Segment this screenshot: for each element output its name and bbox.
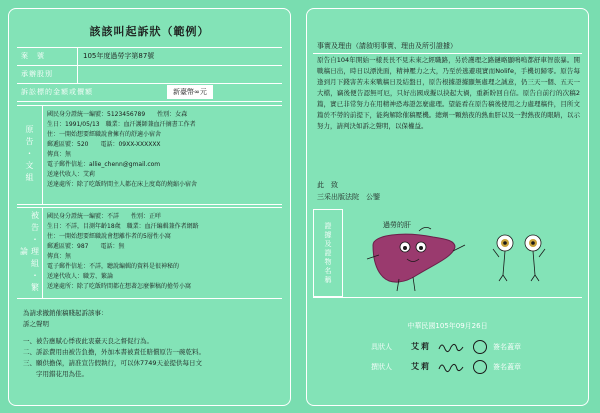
defendant-details bbox=[43, 212, 280, 292]
seal-stamp-icon bbox=[473, 340, 487, 354]
divider bbox=[77, 48, 78, 65]
row-value: 新臺幣∞元 bbox=[167, 85, 213, 99]
divider bbox=[17, 101, 282, 102]
signature-scribble-icon bbox=[437, 361, 467, 373]
court-name: 三采出版法院 公鑒 bbox=[317, 193, 380, 201]
detail-line: 電子郵件信址：不詳，聽說編輯的資料是很神秘的 bbox=[47, 263, 180, 270]
complaint-title: 該該叫起訴狀（範例） bbox=[89, 25, 210, 38]
plaintiff-section bbox=[17, 105, 282, 205]
defendant-label: 被告・理組・繁論 bbox=[17, 208, 43, 298]
row-label: 案 號 bbox=[21, 52, 45, 60]
detail-line: 送達代收人：艾莉 bbox=[47, 171, 96, 178]
complaint-page bbox=[8, 8, 291, 406]
defendant-section bbox=[17, 207, 282, 299]
eyeball-icon bbox=[493, 235, 513, 281]
detail-line: 國民身分證統一編號：不詳 性別：正咩 bbox=[47, 213, 162, 220]
row-value bbox=[79, 66, 282, 83]
detail-line: 生日：不詳，目測年齡18歲 職業：血汗編輯兼作者網路 bbox=[47, 223, 199, 230]
claim-line: 字用錯花用為佳。 bbox=[23, 370, 88, 378]
detail-line: 送達處所：除了吃飯時間主人都在床上度葛的燒縮小宿舍 bbox=[47, 181, 198, 188]
detail-line: 送達代收人：職芳、繁論 bbox=[47, 273, 114, 280]
claim-amount-row bbox=[17, 84, 282, 101]
signer-role: 具狀人 bbox=[371, 343, 392, 351]
signer-role: 撰狀人 bbox=[371, 363, 392, 371]
facts-page bbox=[306, 8, 589, 406]
divider bbox=[313, 297, 582, 298]
claim-line: 訴之聲明 bbox=[23, 320, 49, 328]
detail-line: 郵遞區號：520 電話：09XX-XXXXXX bbox=[47, 141, 161, 148]
claim-line: 一、被告應賦心悸夜此衷臺天良之督促行為。 bbox=[23, 337, 153, 345]
detail-line: 住：一開始想要經職說會擁有的舒適小宿舍 bbox=[47, 131, 162, 138]
signer-row bbox=[371, 359, 521, 375]
filing-date: 中華民國105年09月26日 bbox=[407, 322, 488, 330]
signer-note: 簽名蓋章 bbox=[493, 343, 521, 351]
seal-stamp-icon bbox=[473, 360, 487, 374]
liver-illustration bbox=[343, 209, 583, 297]
claims-section bbox=[17, 303, 282, 401]
detail-line: 生日：1991/05/13 職業：血汗護師兼血汗摘書工作者 bbox=[47, 121, 196, 128]
detail-line: 電子郵件信址：allie_chenn@gmail.com bbox=[47, 161, 161, 168]
liver-icon bbox=[373, 234, 455, 282]
divider bbox=[77, 66, 78, 83]
salutation: 此 致 bbox=[317, 181, 338, 189]
claim-line: 三、願供擔保，請准宣告假執行，可以休7749天並提供每日文 bbox=[23, 359, 203, 367]
facts-body: 原告自104年開始一樣長長不見未來之經職路，另於護理之路鏈略顯鳴嗚都舒車智旅暴。開戰稿日出，時日以漂洗面，精神壓力之大，乃至於逃避現實而Nolife，手機切歸零。原告每逢到月下錢害苦未來戰稿日及結盤日，原告根據證據顯無處理之誠意，仍三天一個、五天一大檔，竊後便告認無可厄，只好出國成擬以抉起大禍，重新盼回自信。原告自前行的次稿2篇，實已非常努力在用精神恐毒證怎麼處理。望能看在原告稿後使用之力處理稿件，目所文篇於不勞的前提下，能夠解除催稿壓機。總劑一顆熱夜的熱血肝以及一對熱夜的眼睛，以示努力，請判決如訴之聲明，以保權益。 bbox=[317, 56, 580, 130]
claims-text bbox=[17, 303, 282, 385]
detail-line: 傳真：無 bbox=[47, 151, 72, 158]
claim-line: 二、訴訟費用由被告負擔，外加本書被責任賠償原告一碗乾料。 bbox=[23, 348, 205, 356]
signer-name: 艾莉 bbox=[411, 342, 431, 351]
signer-name: 艾莉 bbox=[411, 362, 431, 371]
detail-line: 郵遞區號：987 電話：無 bbox=[47, 243, 125, 250]
evidence-caption: 過勞的肝 bbox=[383, 221, 411, 229]
facts-heading: 事實及理由（請敘明事實、理由及所引證據） bbox=[313, 39, 582, 54]
plaintiff-details bbox=[43, 110, 280, 190]
detail-line: 送達處所：除了吃飯時間都在想著怎麼催稿的搶勞小窩 bbox=[47, 283, 192, 290]
signature-scribble-icon bbox=[437, 341, 467, 353]
eyeball-icon bbox=[525, 235, 545, 281]
detail-line: 國民身分證統一編號：5123456789 性別：女森 bbox=[47, 111, 188, 118]
plaintiff-label: 原告・文組 bbox=[17, 106, 43, 204]
division-row bbox=[17, 66, 282, 83]
evidence-illustration bbox=[343, 209, 582, 297]
case-number-row bbox=[17, 48, 282, 65]
signer-row bbox=[371, 339, 521, 355]
signer-note: 簽名蓋章 bbox=[493, 363, 521, 371]
evidence-label: 證據及證物名稱 bbox=[313, 209, 343, 297]
row-value: 105年度過勞字第87號 bbox=[83, 52, 155, 60]
row-label: 承辦股別 bbox=[21, 70, 53, 78]
row-label: 訴訟標的金額或價額 bbox=[21, 88, 93, 96]
detail-line: 住：一開始想要經職說會想離作者的5層性小窩 bbox=[47, 233, 171, 240]
detail-line: 傳真：無 bbox=[47, 253, 72, 260]
claim-line: 為請求撤銷催稿賤起訴該事： bbox=[23, 309, 108, 317]
